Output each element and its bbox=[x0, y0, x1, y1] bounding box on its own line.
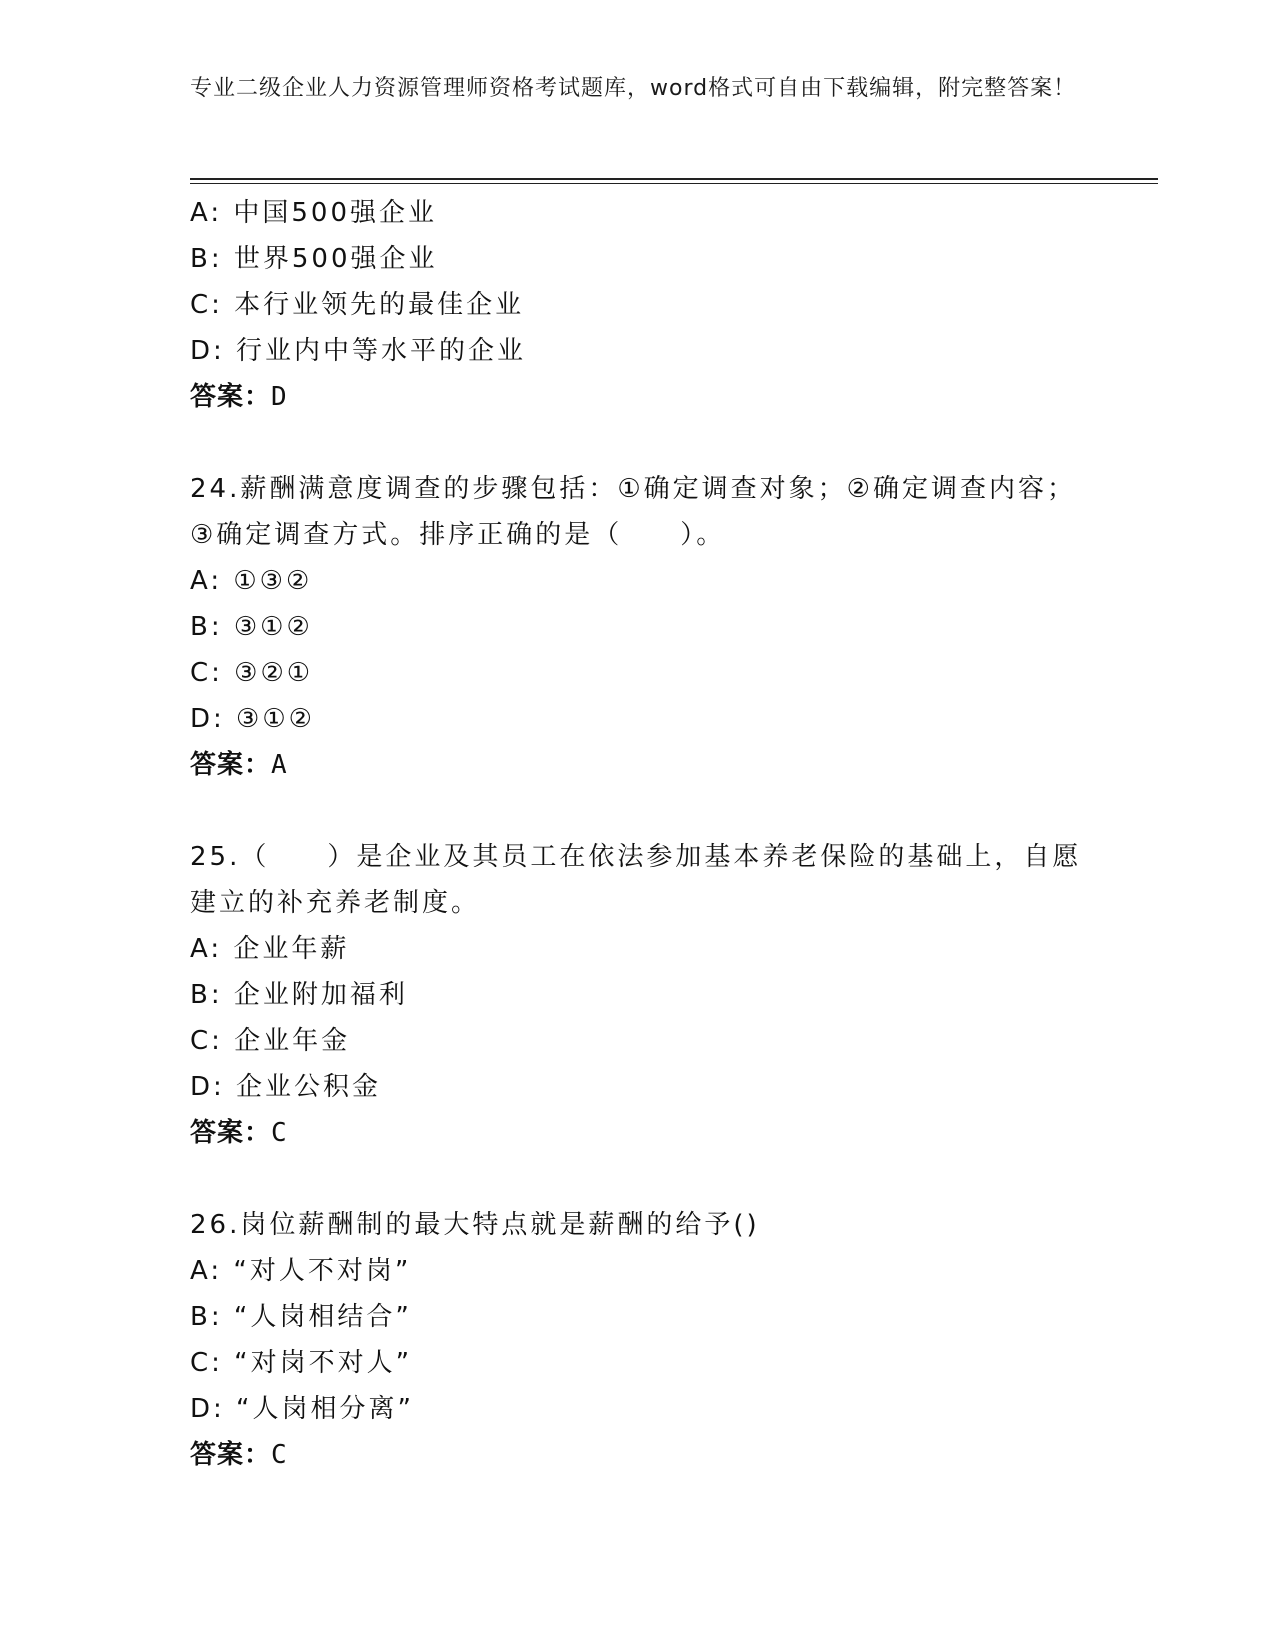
option-b: B: 世界500强企业 bbox=[190, 244, 438, 274]
option-b: B: ③①② bbox=[190, 612, 313, 642]
answer-value: A bbox=[271, 750, 288, 780]
option-c: C: ③②① bbox=[190, 658, 314, 688]
option-d: D: 行业内中等水平的企业 bbox=[190, 336, 527, 366]
page-header: 专业二级企业人力资源管理师资格考试题库，word格式可自由下载编辑，附完整答案！ bbox=[190, 76, 1077, 101]
header-divider-thick bbox=[190, 178, 1158, 180]
option-c: C: “对岗不对人” bbox=[190, 1348, 413, 1378]
spacer bbox=[190, 420, 1090, 466]
question-26 bbox=[190, 1202, 1090, 1478]
option-c: C: 本行业领先的最佳企业 bbox=[190, 290, 525, 320]
answer-label: 答案： bbox=[190, 750, 272, 780]
answer-value: D bbox=[271, 382, 288, 412]
question-24 bbox=[190, 466, 1090, 788]
option-b: B: 企业附加福利 bbox=[190, 980, 408, 1010]
answer-line bbox=[190, 1110, 1090, 1156]
option-b: B: “人岗相结合” bbox=[190, 1302, 412, 1332]
answer-label: 答案： bbox=[190, 1118, 272, 1148]
answer-label: 答案： bbox=[190, 382, 272, 412]
answer-value: C bbox=[271, 1440, 288, 1470]
spacer bbox=[190, 788, 1090, 834]
header-divider-thin bbox=[190, 183, 1158, 184]
answer-line bbox=[190, 1432, 1090, 1478]
option-d: D: “人岗相分离” bbox=[190, 1394, 414, 1424]
question-text: 26.岗位薪酬制的最大特点就是薪酬的给予() bbox=[190, 1210, 760, 1240]
option-d: D: 企业公积金 bbox=[190, 1072, 382, 1102]
option-a: A: 中国500强企业 bbox=[190, 198, 437, 228]
option-a: A: ①③② bbox=[190, 566, 313, 596]
option-a: A: 企业年薪 bbox=[190, 934, 350, 964]
question-25 bbox=[190, 834, 1090, 1156]
document-body bbox=[190, 190, 1090, 1478]
answer-line bbox=[190, 742, 1090, 788]
question-text: 24.薪酬满意度调查的步骤包括：①确定调查对象；②确定调查内容；③确定调查方式。排序正确的是（ ）。 bbox=[190, 474, 1076, 550]
option-c: C: 企业年金 bbox=[190, 1026, 351, 1056]
answer-line bbox=[190, 374, 1090, 420]
option-a: A: “对人不对岗” bbox=[190, 1256, 412, 1286]
answer-value: C bbox=[271, 1118, 288, 1148]
spacer bbox=[190, 1156, 1090, 1202]
answer-label: 答案： bbox=[190, 1440, 272, 1470]
question-text: 25.（ ）是企业及其员工在依法参加基本养老保险的基础上，自愿建立的补充养老制度。 bbox=[190, 842, 1082, 918]
question-23-continued bbox=[190, 190, 1090, 420]
option-d: D: ③①② bbox=[190, 704, 315, 734]
